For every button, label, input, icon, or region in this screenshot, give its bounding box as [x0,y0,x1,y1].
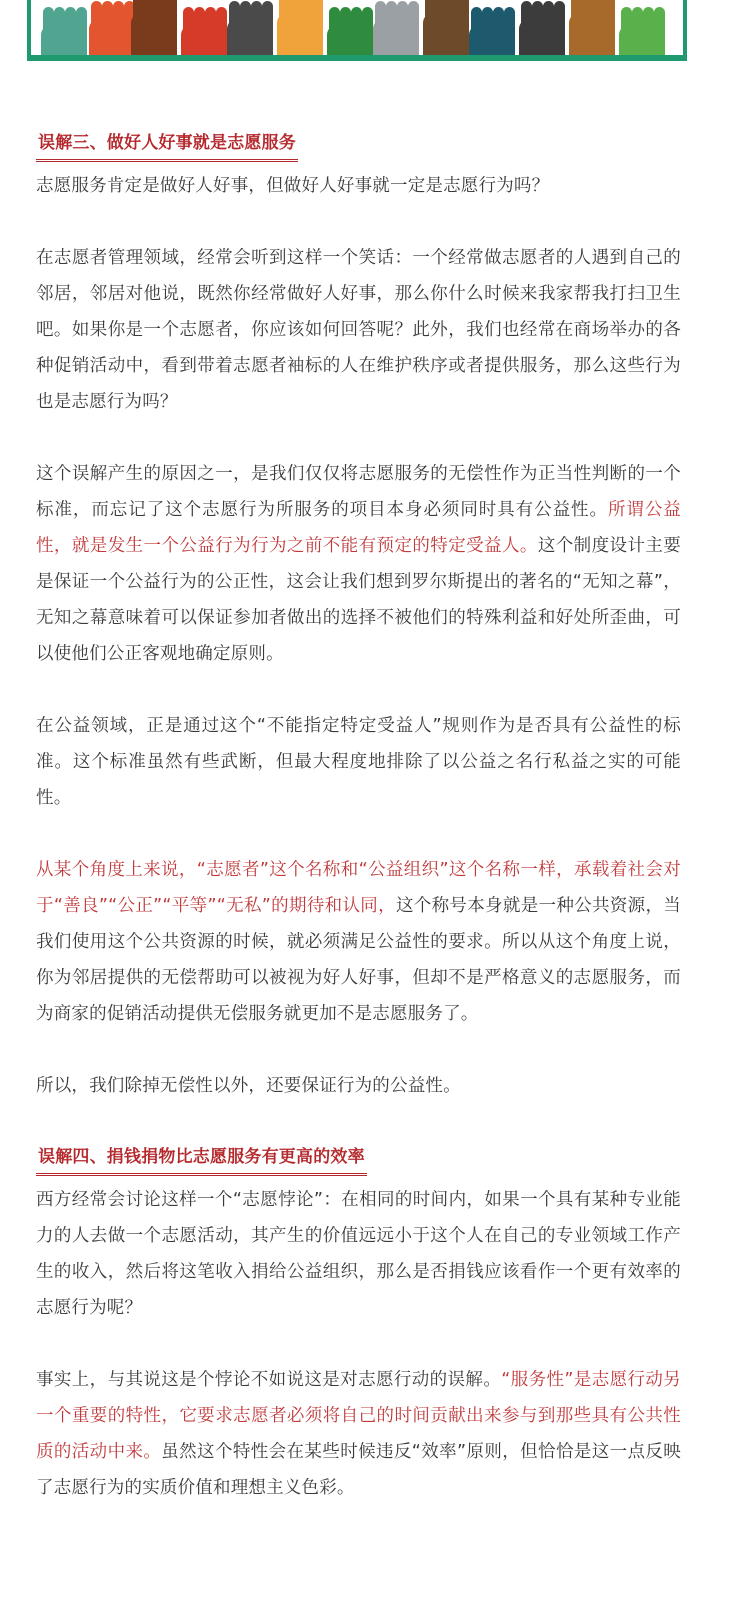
raised-hands-illustration [31,0,683,55]
text-segment: 事实上，与其说这是个悖论不如说这是对志愿行动的误解。 [36,1370,502,1390]
paragraph [36,168,681,204]
banner-image [27,0,687,61]
paragraph [36,708,681,816]
text-segment: 在志愿者管理领域，经常会听到这样一个笑话：一个经常做志愿者的人遇到自己的邻居，邻居对他说，既然你经常做好人好事，那么你什么时候来我家帮我打扫卫生吧。如果你是一个志愿者，你应该如何回答呢？此外，我们也经常在商场举办的各种促销活动中，看到带着志愿者袖标的人在维护秩序或者提供服务，那么这些行为也是志愿行为吗？ [36,248,681,412]
highlighted-text: 从某个角度上来说，“志愿者”这个名称和“公益组织”这个名称一样，承载着社会对于“善良”“公正”“平等”“无私”的期待和认同， [36,860,681,916]
text-segment: 志愿服务肯定是做好人好事，但做好人好事就一定是志愿行为吗？ [36,176,550,196]
hand-shape [327,25,373,55]
hand-shape [373,19,419,55]
hand-shape [181,25,227,55]
paragraph [36,852,681,1032]
paragraph [36,240,681,420]
paragraph [36,456,681,672]
section-heading-wrap [36,124,681,162]
section-heading: 误解四、捐钱捐物比志愿服务有更高的效率 [36,1138,367,1176]
hand-shape [619,25,665,55]
text-segment: 虽然这个特性会在某些时候违反“效率”原则，但恰恰是这一点反映了志愿行为的实质价值和理想主义色彩。 [36,1442,681,1498]
paragraph [36,1068,681,1104]
highlighted-text: “服务性”是志愿行动另一个重要的特性，它要求志愿者必须将自己的时间贡献出来参与到那些具有公共性质的活动中来。 [36,1370,681,1462]
text-segment: 这个称号本身就是一种公共资源，当我们使用这个公共资源的时候，就必须满足公益性的要求。所以从这个角度上说，你为邻居提供的无偿帮助可以被视为好人好事，但却不是严格意义的志愿服务，而为商家的促销活动提供无偿服务就更加不是志愿服务了。 [36,896,681,1024]
hand-shape [131,13,177,55]
article-body [36,118,681,1506]
paragraph [36,1362,681,1506]
hand-shape [519,19,565,55]
text-segment: 这个误解产生的原因之一，是我们仅仅将志愿服务的无偿性作为正当性判断的一个标准，而忘记了这个志愿行为所服务的项目本身必须同时具有公益性。 [36,464,681,520]
text-segment: 这个制度设计主要是保证一个公益行为的公正性，这会让我们想到罗尔斯提出的著名的“无知之幕”， 无知之幕意味着可以保证参加者做出的选择不被他们的特殊利益和好处所歪曲，可以使他们公正客观地确定原则。 [36,536,681,664]
text-segment: 所以，我们除掉无偿性以外，还要保证行为的公益性。 [36,1076,461,1096]
hand-shape [227,19,273,55]
section-heading: 误解三、做好人好事就是志愿服务 [36,124,298,162]
section-heading-wrap [36,1138,681,1176]
hand-shape [569,13,615,55]
hand-shape [89,19,135,55]
highlighted-text: 所谓公益性，就是发生一个公益行为行为之前不能有预定的特定受益人。 [36,500,681,556]
text-segment: 西方经常会讨论这样一个“志愿悖论”：在相同的时间内，如果一个具有某种专业能力的人去做一个志愿活动，其产生的价值远远小于这个人在自己的专业领域工作产生的收入，然后将这笔收入捐给公益组织，那么是否捐钱应该看作一个更有效率的志愿行为呢？ [36,1190,681,1318]
hand-shape [469,25,515,55]
hand-shape [423,13,469,55]
hand-shape [277,13,323,55]
hand-shape [41,25,87,55]
text-segment: 在公益领域，正是通过这个“不能指定特定受益人”规则作为是否具有公益性的标准。这个标准虽然有些武断，但最大程度地排除了以公益之名行私益之实的可能性。 [36,716,681,808]
paragraph [36,1182,681,1326]
